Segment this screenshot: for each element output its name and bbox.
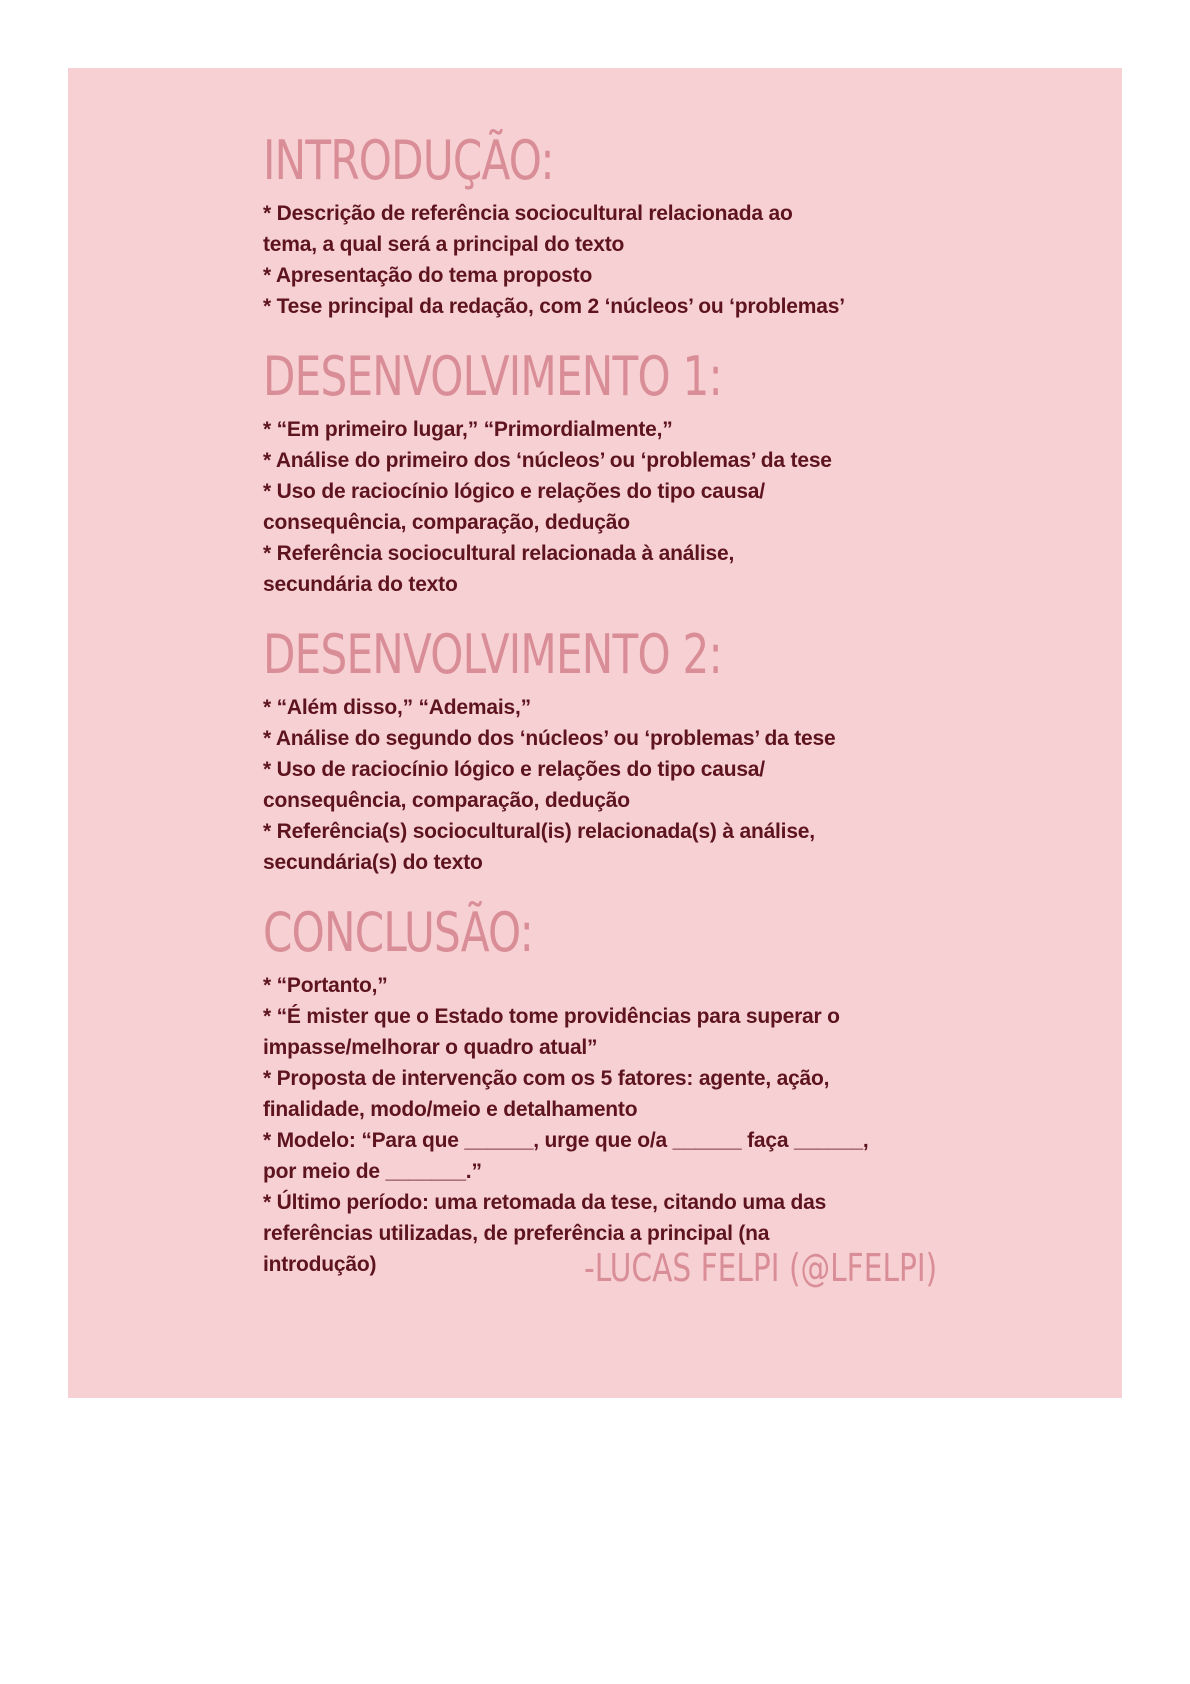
text-line: impasse/melhorar o quadro atual” bbox=[263, 1036, 598, 1059]
text-line: * “Portanto,” bbox=[263, 974, 388, 997]
text-line: * Tese principal da redação, com 2 ‘núcleos’ ou ‘problemas’ bbox=[263, 295, 845, 318]
text-line: tema, a qual será a principal do texto bbox=[263, 233, 625, 256]
section-lines bbox=[263, 970, 963, 1280]
section-desenvolvimento-1 bbox=[263, 346, 963, 600]
text-line: * “É mister que o Estado tome providências para superar o bbox=[263, 1005, 840, 1028]
section-lines bbox=[263, 692, 963, 878]
text-line: * Apresentação do tema proposto bbox=[263, 264, 593, 287]
text-line: * Referência(s) sociocultural(is) relacionada(s) à análise, bbox=[263, 820, 815, 843]
text-line: * “Além disso,” “Ademais,” bbox=[263, 696, 531, 719]
text-line: secundária do texto bbox=[263, 573, 458, 596]
content-column bbox=[263, 130, 963, 1304]
text-line: * Último período: uma retomada da tese, citando uma das bbox=[263, 1191, 827, 1214]
text-line: secundária(s) do texto bbox=[263, 851, 483, 874]
section-title: CONCLUSÃO: bbox=[263, 901, 534, 964]
text-line: referências utilizadas, de preferência a principal (na bbox=[263, 1222, 770, 1245]
section-title: DESENVOLVIMENTO 2: bbox=[263, 623, 722, 686]
text-line: * Proposta de intervenção com os 5 fatores: agente, ação, bbox=[263, 1067, 830, 1090]
section-lines bbox=[263, 198, 963, 322]
text-line: * Uso de raciocínio lógico e relações do tipo causa/ bbox=[263, 480, 765, 503]
text-line: * Análise do primeiro dos ‘núcleos’ ou ‘problemas’ da tese bbox=[263, 449, 832, 472]
text-line: * Uso de raciocínio lógico e relações do tipo causa/ bbox=[263, 758, 765, 781]
section-introducao bbox=[263, 130, 963, 322]
text-line: introdução) bbox=[263, 1253, 377, 1276]
section-lines bbox=[263, 414, 963, 600]
author-signature: -LUCAS FELPI (@LFELPI) bbox=[584, 1246, 938, 1290]
section-conclusao bbox=[263, 902, 963, 1280]
text-line: * Descrição de referência sociocultural relacionada ao bbox=[263, 202, 793, 225]
section-desenvolvimento-2 bbox=[263, 624, 963, 878]
section-title: DESENVOLVIMENTO 1: bbox=[263, 345, 722, 408]
text-line: * Modelo: “Para que ______, urge que o/a ______ faça ______, bbox=[263, 1129, 869, 1152]
text-line: consequência, comparação, dedução bbox=[263, 511, 630, 534]
content-card bbox=[68, 68, 1122, 1398]
text-line: finalidade, modo/meio e detalhamento bbox=[263, 1098, 638, 1121]
text-line: * “Em primeiro lugar,” “Primordialmente,” bbox=[263, 418, 673, 441]
text-line: * Referência sociocultural relacionada à análise, bbox=[263, 542, 735, 565]
text-line: consequência, comparação, dedução bbox=[263, 789, 630, 812]
text-line: * Análise do segundo dos ‘núcleos’ ou ‘problemas’ da tese bbox=[263, 727, 836, 750]
section-title: INTRODUÇÃO: bbox=[263, 129, 554, 192]
text-line: por meio de _______.” bbox=[263, 1160, 482, 1183]
